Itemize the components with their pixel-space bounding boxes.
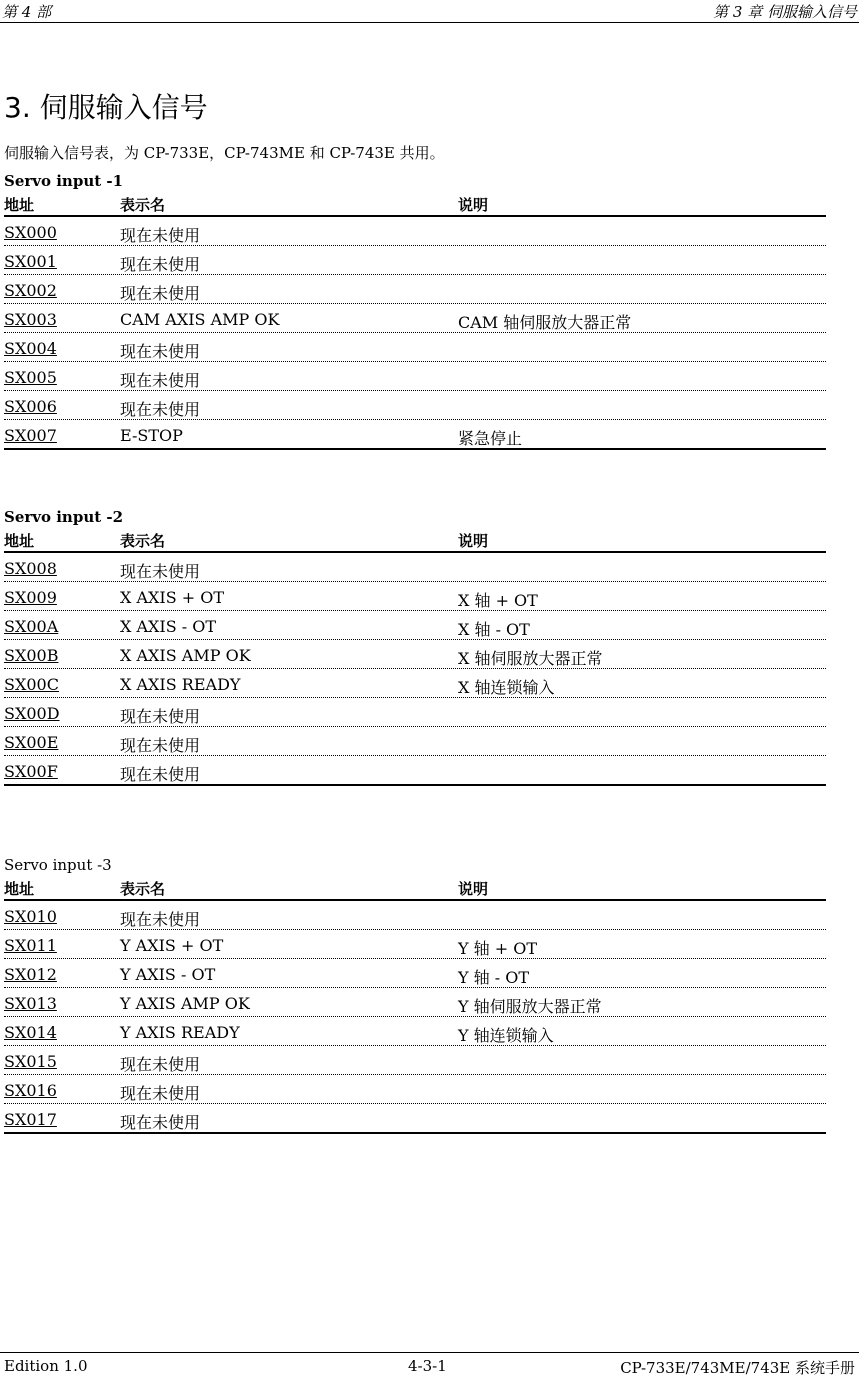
row-addr: SX013 xyxy=(4,994,57,1013)
header-chapter: 第 3 章 伺服输入信号 xyxy=(713,3,857,21)
table-row xyxy=(4,669,826,698)
row-name: X AXIS - OT xyxy=(120,617,217,636)
row-addr: SX004 xyxy=(4,339,57,358)
table-row xyxy=(4,420,826,450)
row-addr: SX006 xyxy=(4,397,57,416)
page-header xyxy=(0,0,859,23)
table-row xyxy=(4,727,826,756)
row-addr: SX007 xyxy=(4,426,57,445)
table-row xyxy=(4,1104,826,1134)
table-header xyxy=(4,192,826,217)
row-addr: SX015 xyxy=(4,1052,57,1071)
table-row xyxy=(4,217,826,246)
row-desc: X 轴连锁输入 xyxy=(458,678,555,697)
row-name: 现在未使用 xyxy=(120,255,201,274)
table-row xyxy=(4,391,826,420)
row-addr: SX003 xyxy=(4,310,57,329)
row-name: 现在未使用 xyxy=(120,371,201,390)
row-name: X AXIS READY xyxy=(120,675,241,694)
table-row xyxy=(4,901,826,930)
col-name: 表示名 xyxy=(120,196,166,214)
table-header xyxy=(4,876,826,901)
row-addr: SX017 xyxy=(4,1110,57,1129)
row-name: 现在未使用 xyxy=(120,765,201,784)
table-body xyxy=(4,553,826,786)
row-name: 现在未使用 xyxy=(120,562,201,581)
table-row xyxy=(4,304,826,333)
row-name: 现在未使用 xyxy=(120,910,201,929)
servo-input-1-section xyxy=(4,170,826,450)
table-body xyxy=(4,901,826,1134)
row-name: 现在未使用 xyxy=(120,1113,201,1132)
row-desc: Y 轴 + OT xyxy=(458,939,538,958)
col-name: 表示名 xyxy=(120,532,166,550)
section-title: Servo input -1 xyxy=(4,172,124,190)
row-addr: SX010 xyxy=(4,907,57,926)
table-row xyxy=(4,1046,826,1075)
row-desc: Y 轴连锁输入 xyxy=(458,1026,554,1045)
row-name: Y AXIS AMP OK xyxy=(120,994,250,1013)
row-name: Y AXIS READY xyxy=(120,1023,240,1042)
row-addr: SX008 xyxy=(4,559,57,578)
servo-input-3-section xyxy=(4,854,826,1134)
table-row xyxy=(4,333,826,362)
row-addr: SX00D xyxy=(4,704,60,723)
col-addr: 地址 xyxy=(4,196,35,214)
table-row xyxy=(4,362,826,391)
page-title: 3. 伺服输入信号 xyxy=(4,91,208,124)
row-name: Y AXIS - OT xyxy=(120,965,216,984)
table-row xyxy=(4,246,826,275)
intro-text: 伺服输入信号表，为 CP-733E，CP-743ME 和 CP-743E 共用。 xyxy=(4,144,445,162)
row-name: X AXIS AMP OK xyxy=(120,646,251,665)
footer-page-number: 4-3-1 xyxy=(408,1357,447,1375)
col-desc: 说明 xyxy=(458,880,489,898)
row-addr: SX005 xyxy=(4,368,57,387)
row-name: Y AXIS + OT xyxy=(120,936,224,955)
row-desc: Y 轴伺服放大器正常 xyxy=(458,997,602,1016)
col-name: 表示名 xyxy=(120,880,166,898)
header-part: 第 4 部 xyxy=(2,3,52,21)
row-name: E-STOP xyxy=(120,426,183,445)
row-addr: SX00E xyxy=(4,733,59,752)
row-addr: SX000 xyxy=(4,223,57,242)
row-desc: Y 轴 - OT xyxy=(458,968,530,987)
row-name: 现在未使用 xyxy=(120,284,201,303)
row-name: 现在未使用 xyxy=(120,1055,201,1074)
row-desc: CAM 轴伺服放大器正常 xyxy=(458,313,632,332)
table-row xyxy=(4,756,826,786)
row-addr: SX011 xyxy=(4,936,57,955)
row-addr: SX002 xyxy=(4,281,57,300)
servo-input-2-section xyxy=(4,506,826,786)
footer-manual-title: CP-733E/743ME/743E 系统手册 xyxy=(620,1359,855,1377)
footer-edition: Edition 1.0 xyxy=(4,1357,88,1375)
row-desc: X 轴 - OT xyxy=(458,620,530,639)
row-name: 现在未使用 xyxy=(120,736,201,755)
row-addr: SX014 xyxy=(4,1023,57,1042)
row-name: 现在未使用 xyxy=(120,707,201,726)
col-addr: 地址 xyxy=(4,532,35,550)
table-header xyxy=(4,528,826,553)
section-title: Servo input -3 xyxy=(4,856,112,874)
row-name: 现在未使用 xyxy=(120,400,201,419)
table-row xyxy=(4,988,826,1017)
col-desc: 说明 xyxy=(458,532,489,550)
row-name: X AXIS + OT xyxy=(120,588,225,607)
row-desc: 紧急停止 xyxy=(458,429,523,448)
row-addr: SX00F xyxy=(4,762,58,781)
row-addr: SX00B xyxy=(4,646,59,665)
row-name: CAM AXIS AMP OK xyxy=(120,310,280,329)
table-row xyxy=(4,1075,826,1104)
section-title: Servo input -2 xyxy=(4,508,124,526)
page-footer xyxy=(0,1352,859,1378)
row-desc: X 轴伺服放大器正常 xyxy=(458,649,603,668)
row-addr: SX00A xyxy=(4,617,59,636)
row-name: 现在未使用 xyxy=(120,1084,201,1103)
row-addr: SX012 xyxy=(4,965,57,984)
row-addr: SX009 xyxy=(4,588,57,607)
row-name: 现在未使用 xyxy=(120,342,201,361)
table-row xyxy=(4,611,826,640)
table-row xyxy=(4,930,826,959)
row-addr: SX001 xyxy=(4,252,57,271)
table-body xyxy=(4,217,826,450)
table-row xyxy=(4,553,826,582)
table-row xyxy=(4,959,826,988)
col-addr: 地址 xyxy=(4,880,35,898)
row-addr: SX00C xyxy=(4,675,59,694)
table-row xyxy=(4,582,826,611)
table-row xyxy=(4,698,826,727)
row-desc: X 轴 + OT xyxy=(458,591,538,610)
table-row xyxy=(4,275,826,304)
row-name: 现在未使用 xyxy=(120,226,201,245)
col-desc: 说明 xyxy=(458,196,489,214)
table-row xyxy=(4,1017,826,1046)
table-row xyxy=(4,640,826,669)
row-addr: SX016 xyxy=(4,1081,57,1100)
